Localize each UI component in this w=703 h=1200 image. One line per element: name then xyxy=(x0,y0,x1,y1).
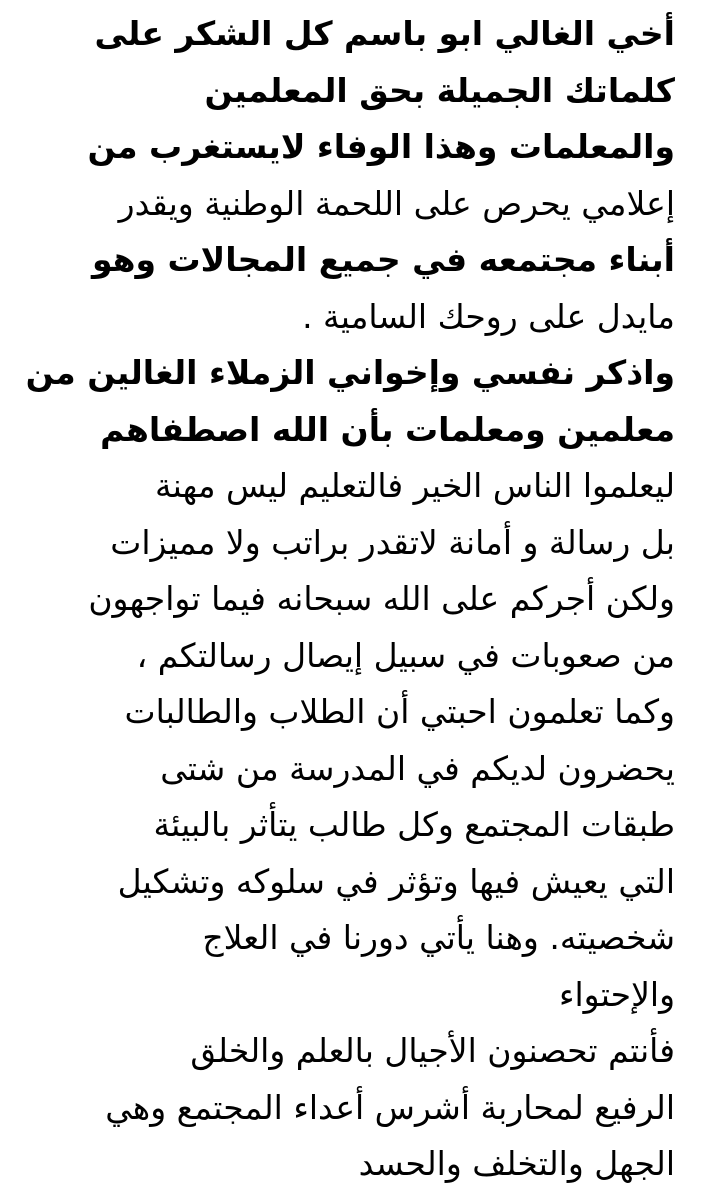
text-line: مايدل على روحك السامية . xyxy=(302,296,675,336)
text-line: كلماتك الجميلة بحق المعلمين xyxy=(204,70,675,110)
text-line: طبقات المجتمع وكل طالب يتأثر بالبيئة xyxy=(153,805,675,844)
text-line: التي يعيش فيها وتؤثر في سلوكه وتشكيل xyxy=(117,861,675,901)
text-line: أبناء مجتمعه في جميع المجالات وهو xyxy=(91,240,675,279)
text-line: إعلامي يحرص على اللحمة الوطنية ويقدر xyxy=(118,183,675,223)
text-line: والإحتواء xyxy=(558,974,675,1014)
text-line: معلمين ومعلمات بأن الله اصطفاهم xyxy=(100,409,675,449)
text-line: الجهل والتخلف والحسد xyxy=(358,1144,675,1183)
text-line: والمعلمات وهذا الوفاء لايستغرب من xyxy=(87,127,675,166)
text-line: وكما تعلمون احبتي أن الطلاب والطالبات xyxy=(124,692,675,731)
text-line: من صعوبات في سبيل إيصال رسالتكم ، xyxy=(136,635,675,675)
text-line: فأنتم تحصنون الأجيال بالعلم والخلق xyxy=(190,1031,675,1070)
text-line: يحضرون لديكم في المدرسة من شتى xyxy=(160,748,675,788)
text-line: أخي الغالي ابو باسم كل الشكر على xyxy=(94,14,675,53)
text-line: ليعلموا الناس الخير فالتعليم ليس مهنة xyxy=(154,466,675,505)
text-line: شخصيته. وهنا يأتي دورنا في العلاج xyxy=(202,918,675,957)
document-body xyxy=(15,6,675,1193)
text-line: الرفيع لمحاربة أشرس أعداء المجتمع وهي xyxy=(105,1087,675,1127)
text-line: واذكر نفسي وإخواني الزملاء الغالين من xyxy=(25,353,675,392)
text-line: بل رسالة و أمانة لاتقدر براتب ولا مميزات xyxy=(110,522,675,562)
text-line: ولكن أجركم على الله سبحانه فيما تواجهون xyxy=(88,579,675,618)
